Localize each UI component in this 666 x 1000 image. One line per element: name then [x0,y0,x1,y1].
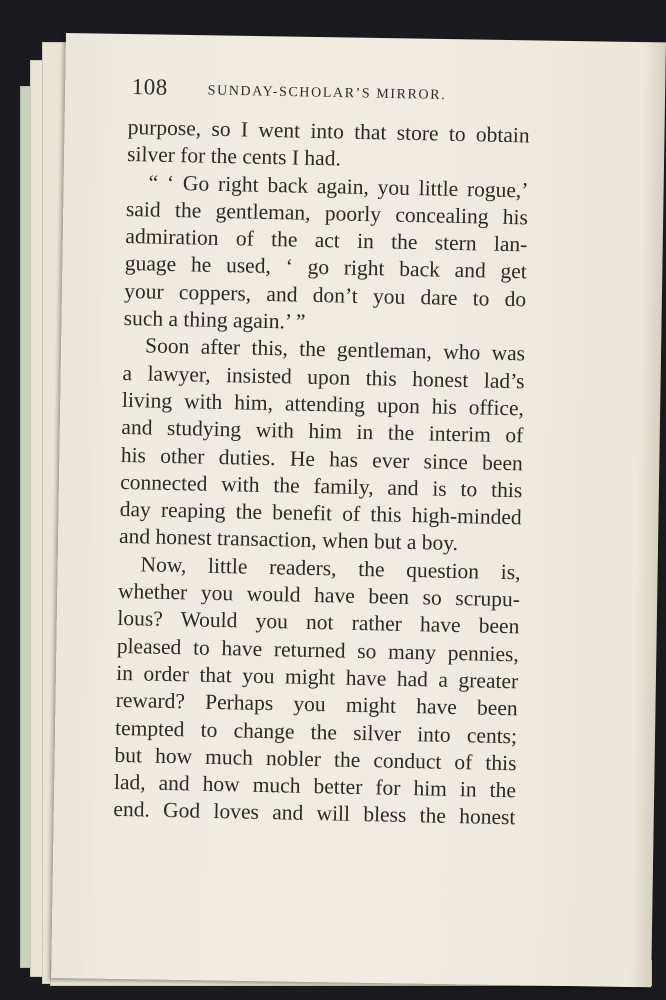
text-line: guage he used, ‘ go right back and get [124,251,528,284]
text-line: silver for the cents I had. [126,142,342,171]
text-line: reward? Perhaps you might have been [115,688,518,721]
text-line: pleased to have returned so many pennies, [116,633,520,666]
text-line: Now, little readers, the question is, [140,552,521,585]
text-line: Soon after this, the gentleman, who was [144,333,526,366]
page-gutter-shadow [629,42,666,987]
text-line: in order that you might have had a greater [116,660,519,694]
text-line: lad, and how much better for him in the [113,769,517,803]
text-line: lous? Would you not rather have been [117,606,520,639]
running-head: SUNDAY-SCHOLAR’S MIRROR. [207,83,447,104]
text-line: and studying with him in the interim of [121,415,524,448]
text-line: day reaping the benefit of this high-minded [119,497,522,530]
text-line: but how much nobler the conduct of this [114,742,517,776]
body-text [113,114,530,832]
text-line: said the gentleman, poorly concealing his [125,196,529,230]
text-line: living with him, attending upon his office, [121,387,525,421]
text-line: admiration of the act in the stern lan- [125,224,528,257]
text-line: connected with the family, and is to this [120,469,523,503]
text-line: such a thing again.’ ” [123,306,306,334]
text-line: his other duties. He has ever since been [120,442,524,475]
text-line: “ ‘ Go right back again, you little rogue,’ [148,170,529,202]
text-line: your coppers, and don’t you dare to do [124,278,527,312]
text-line: a lawyer, insisted upon this honest lad’s [122,360,525,394]
text-line: tempted to change the silver into cents; [114,715,518,748]
text-line: purpose, so I went into that store to obtain [127,114,530,148]
text-line: and honest transaction, when but a boy. [118,524,459,556]
text-line: end. God loves and will bless the honest [113,797,516,830]
text-line: whether you would have been so scrupu- [117,578,521,612]
page-number: 108 [131,74,168,100]
